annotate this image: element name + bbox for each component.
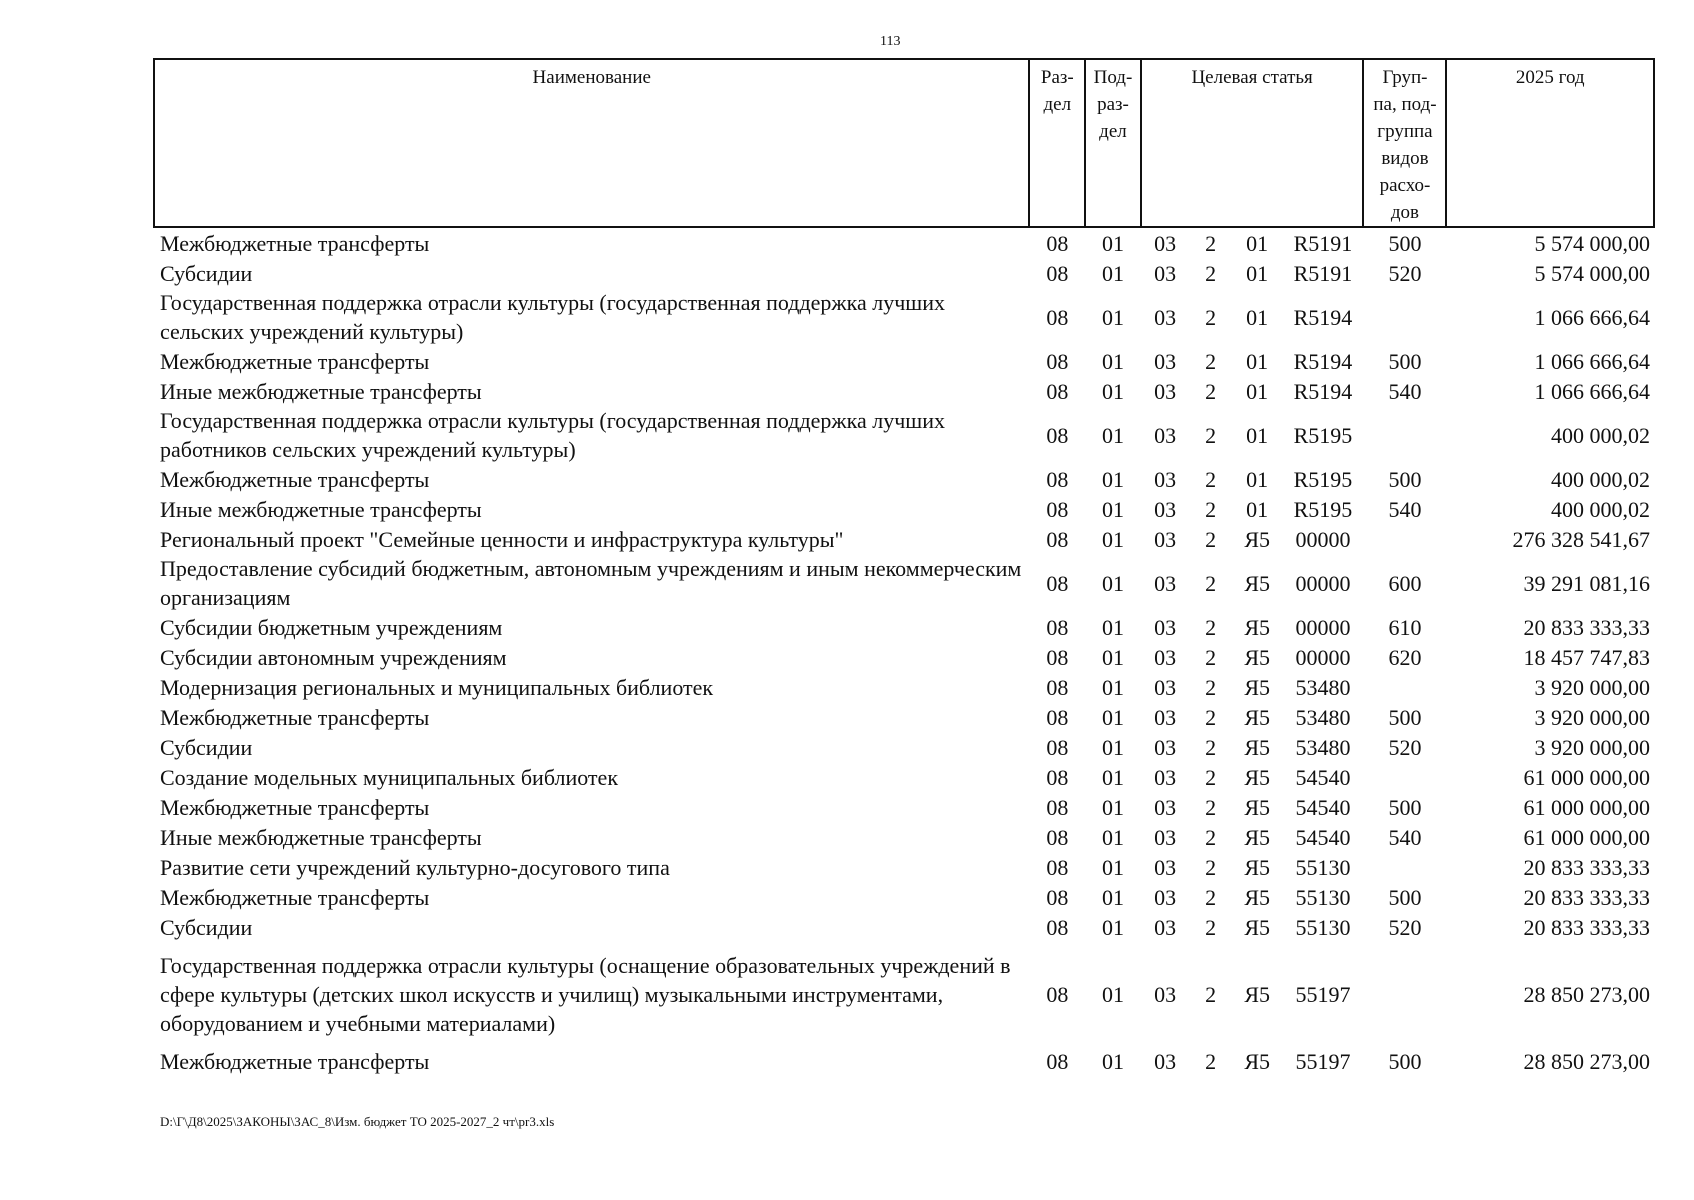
row-name: Межбюджетные трансферты: [160, 466, 430, 492]
row-name: Субсидии автономным учреждениям: [160, 644, 507, 670]
row-target-direction: Я5: [1244, 884, 1271, 910]
row-target-program: 03: [1154, 1048, 1177, 1074]
row-target-program: 03: [1154, 348, 1177, 374]
row-subsection: 01: [1101, 794, 1124, 820]
row-target-subprogram: 2: [1205, 854, 1217, 880]
row-target-subprogram: 2: [1205, 914, 1217, 940]
row-subsection: 01: [1101, 1048, 1124, 1074]
table-row: [154, 672, 1654, 702]
row-target-subprogram: 2: [1205, 794, 1217, 820]
row-target-direction: Я5: [1244, 914, 1271, 940]
row-subsection: 01: [1101, 614, 1124, 640]
row-target-direction: Я5: [1244, 674, 1271, 700]
row-target-subprogram: 2: [1205, 704, 1217, 730]
row-name: Субсидии: [160, 914, 253, 940]
row-section: 08: [1046, 422, 1069, 448]
table-row: [154, 494, 1654, 524]
row-name: Межбюджетные трансферты: [160, 884, 430, 910]
row-expense-group: 500: [1388, 884, 1422, 910]
row-amount: 3 920 000,00: [1534, 674, 1650, 700]
row-name: Развитие сети учреждений культурно-досугового типа: [160, 854, 670, 880]
row-target-subprogram: 2: [1205, 644, 1217, 670]
row-target-subprogram: 2: [1205, 884, 1217, 910]
row-target-program: 03: [1154, 422, 1177, 448]
row-expense-group: [1363, 406, 1446, 464]
row-amount: 61 000 000,00: [1523, 824, 1650, 850]
row-name: Предоставление субсидий бюджетным, автономным учреждениям и иным некоммерческим организациям: [160, 556, 1022, 610]
row-amount: 61 000 000,00: [1523, 794, 1650, 820]
row-subsection: 01: [1101, 466, 1124, 492]
row-target-code: R5195: [1293, 466, 1353, 492]
row-target-program: 03: [1154, 674, 1177, 700]
row-section: 08: [1046, 378, 1069, 404]
row-section: 08: [1046, 466, 1069, 492]
row-section: 08: [1046, 854, 1069, 880]
row-target-subprogram: 2: [1205, 260, 1217, 286]
row-section: 08: [1046, 914, 1069, 940]
row-subsection: 01: [1101, 496, 1124, 522]
row-name: Создание модельных муниципальных библиотек: [160, 764, 619, 790]
row-target-code: 00000: [1295, 644, 1351, 670]
row-target-subprogram: 2: [1205, 824, 1217, 850]
row-target-code: R5195: [1293, 496, 1353, 522]
row-target-direction: Я5: [1244, 570, 1271, 596]
row-target-direction: Я5: [1244, 794, 1271, 820]
row-amount: 276 328 541,67: [1512, 526, 1650, 552]
row-target-subprogram: 2: [1205, 304, 1217, 330]
row-target-code: 53480: [1295, 674, 1351, 700]
row-expense-group: [1363, 942, 1446, 1046]
row-target-direction: 01: [1246, 230, 1269, 256]
row-target-direction: 01: [1246, 260, 1269, 286]
row-name: Иные межбюджетные трансферты: [160, 496, 482, 522]
row-expense-group: 540: [1388, 496, 1422, 522]
row-target-direction: 01: [1246, 496, 1269, 522]
row-target-program: 03: [1154, 570, 1177, 596]
row-section: 08: [1046, 570, 1069, 596]
row-expense-group: 620: [1388, 644, 1422, 670]
row-target-program: 03: [1154, 644, 1177, 670]
row-target-program: 03: [1154, 304, 1177, 330]
row-target-program: 03: [1154, 914, 1177, 940]
row-target-direction: Я5: [1244, 1048, 1271, 1074]
row-subsection: 01: [1101, 981, 1124, 1007]
row-expense-group: [1363, 672, 1446, 702]
row-target-code: R5191: [1293, 260, 1353, 286]
row-name: Межбюджетные трансферты: [160, 704, 430, 730]
table-row: [154, 376, 1654, 406]
row-target-code: 55197: [1295, 981, 1351, 1007]
table-row: [154, 524, 1654, 554]
row-target-code: 00000: [1295, 526, 1351, 552]
row-target-direction: Я5: [1244, 644, 1271, 670]
table-row: [154, 612, 1654, 642]
row-target-program: 03: [1154, 526, 1177, 552]
row-target-subprogram: 2: [1205, 764, 1217, 790]
row-target-subprogram: 2: [1205, 348, 1217, 374]
row-amount: 3 920 000,00: [1534, 734, 1650, 760]
budget-table: [153, 58, 1655, 1076]
row-subsection: 01: [1101, 304, 1124, 330]
table-row: [154, 762, 1654, 792]
row-target-program: 03: [1154, 734, 1177, 760]
row-expense-group: [1363, 524, 1446, 554]
row-target-program: 03: [1154, 794, 1177, 820]
row-target-direction: 01: [1246, 348, 1269, 374]
row-expense-group: 500: [1388, 230, 1422, 256]
row-target-direction: 01: [1246, 304, 1269, 330]
row-subsection: 01: [1101, 526, 1124, 552]
row-expense-group: 500: [1388, 348, 1422, 374]
row-target-direction: 01: [1246, 422, 1269, 448]
row-section: 08: [1046, 526, 1069, 552]
row-target-code: 54540: [1295, 794, 1351, 820]
table-row: [154, 942, 1654, 1046]
table-header: [154, 59, 1654, 227]
row-target-subprogram: 2: [1205, 734, 1217, 760]
table-row: [154, 852, 1654, 882]
row-section: 08: [1046, 496, 1069, 522]
table-row: [154, 406, 1654, 464]
table-row: [154, 732, 1654, 762]
table-row: [154, 464, 1654, 494]
row-section: 08: [1046, 734, 1069, 760]
row-target-direction: Я5: [1244, 824, 1271, 850]
row-name: Государственная поддержка отрасли культуры (оснащение образовательных учреждений в сфере культуры (детских школ искусств и училищ) музыкальными инструментами, оборудованием и учебными материалами): [160, 952, 1011, 1036]
row-expense-group: 520: [1388, 914, 1422, 940]
row-expense-group: 600: [1388, 570, 1422, 596]
row-amount: 39 291 081,16: [1523, 570, 1650, 596]
row-target-direction: 01: [1246, 378, 1269, 404]
row-target-direction: Я5: [1244, 614, 1271, 640]
row-section: 08: [1046, 260, 1069, 286]
row-amount: 400 000,02: [1551, 496, 1650, 522]
row-target-subprogram: 2: [1205, 570, 1217, 596]
row-subsection: 01: [1101, 824, 1124, 850]
row-amount: 28 850 273,00: [1523, 981, 1650, 1007]
row-section: 08: [1046, 824, 1069, 850]
row-name: Субсидии: [160, 260, 253, 286]
row-name: Субсидии бюджетным учреждениям: [160, 614, 503, 640]
row-name: Государственная поддержка отрасли культуры (государственная поддержка лучших работников сельских учреждений культуры): [160, 408, 945, 462]
header-group: Груп- па, под- группа видов расхо- дов: [1363, 59, 1446, 227]
row-target-program: 03: [1154, 764, 1177, 790]
row-section: 08: [1046, 884, 1069, 910]
header-target: Целевая статья: [1141, 59, 1364, 227]
row-amount: 1 066 666,64: [1534, 348, 1650, 374]
table-body: [154, 227, 1654, 1076]
row-target-code: R5194: [1293, 304, 1353, 330]
row-subsection: 01: [1101, 854, 1124, 880]
row-target-code: 53480: [1295, 704, 1351, 730]
row-target-subprogram: 2: [1205, 1048, 1217, 1074]
row-subsection: 01: [1101, 422, 1124, 448]
table-row: [154, 822, 1654, 852]
row-amount: 20 833 333,33: [1523, 914, 1650, 940]
header-subsection: Под- раз- дел: [1085, 59, 1141, 227]
table-row: [154, 702, 1654, 732]
row-expense-group: 540: [1388, 824, 1422, 850]
row-subsection: 01: [1101, 914, 1124, 940]
row-target-program: 03: [1154, 260, 1177, 286]
row-target-code: 55130: [1295, 914, 1351, 940]
row-target-subprogram: 2: [1205, 230, 1217, 256]
row-expense-group: 520: [1388, 260, 1422, 286]
row-target-code: 00000: [1295, 614, 1351, 640]
row-target-subprogram: 2: [1205, 674, 1217, 700]
row-subsection: 01: [1101, 884, 1124, 910]
row-section: 08: [1046, 704, 1069, 730]
row-section: 08: [1046, 644, 1069, 670]
row-name: Межбюджетные трансферты: [160, 230, 430, 256]
row-target-direction: Я5: [1244, 704, 1271, 730]
row-amount: 20 833 333,33: [1523, 614, 1650, 640]
row-amount: 400 000,02: [1551, 422, 1650, 448]
row-section: 08: [1046, 304, 1069, 330]
page-number: 113: [880, 34, 901, 49]
row-name: Иные межбюджетные трансферты: [160, 378, 482, 404]
row-amount: 1 066 666,64: [1534, 378, 1650, 404]
row-target-program: 03: [1154, 981, 1177, 1007]
row-subsection: 01: [1101, 348, 1124, 374]
row-amount: 18 457 747,83: [1523, 644, 1650, 670]
row-target-direction: Я5: [1244, 854, 1271, 880]
row-expense-group: [1363, 762, 1446, 792]
row-target-subprogram: 2: [1205, 466, 1217, 492]
table-row: [154, 882, 1654, 912]
row-target-code: R5194: [1293, 348, 1353, 374]
row-subsection: 01: [1101, 704, 1124, 730]
table-row: [154, 1046, 1654, 1076]
row-target-program: 03: [1154, 230, 1177, 256]
row-target-subprogram: 2: [1205, 422, 1217, 448]
row-target-subprogram: 2: [1205, 981, 1217, 1007]
row-section: 08: [1046, 230, 1069, 256]
row-subsection: 01: [1101, 764, 1124, 790]
row-target-code: 54540: [1295, 824, 1351, 850]
row-section: 08: [1046, 614, 1069, 640]
row-name: Межбюджетные трансферты: [160, 1048, 430, 1074]
row-target-program: 03: [1154, 824, 1177, 850]
header-year: 2025 год: [1446, 59, 1654, 227]
row-expense-group: 500: [1388, 794, 1422, 820]
row-name: Модернизация региональных и муниципальных библиотек: [160, 674, 714, 700]
table-row: [154, 792, 1654, 822]
row-amount: 20 833 333,33: [1523, 854, 1650, 880]
row-target-program: 03: [1154, 496, 1177, 522]
row-target-subprogram: 2: [1205, 496, 1217, 522]
row-target-subprogram: 2: [1205, 378, 1217, 404]
row-name: Межбюджетные трансферты: [160, 348, 430, 374]
row-name: Иные межбюджетные трансферты: [160, 824, 482, 850]
row-target-subprogram: 2: [1205, 614, 1217, 640]
row-subsection: 01: [1101, 570, 1124, 596]
row-expense-group: 500: [1388, 1048, 1422, 1074]
row-target-code: 54540: [1295, 764, 1351, 790]
row-amount: 5 574 000,00: [1534, 260, 1650, 286]
row-subsection: 01: [1101, 674, 1124, 700]
budget-table-sheet: [153, 58, 1655, 1076]
row-section: 08: [1046, 794, 1069, 820]
row-target-code: R5191: [1293, 230, 1353, 256]
table-row: [154, 346, 1654, 376]
table-row: [154, 912, 1654, 942]
row-amount: 400 000,02: [1551, 466, 1650, 492]
row-target-code: 55130: [1295, 854, 1351, 880]
table-row: [154, 554, 1654, 612]
row-target-code: R5194: [1293, 378, 1353, 404]
row-target-subprogram: 2: [1205, 526, 1217, 552]
row-target-direction: Я5: [1244, 764, 1271, 790]
row-target-code: 00000: [1295, 570, 1351, 596]
header-section: Раз- дел: [1029, 59, 1085, 227]
row-target-program: 03: [1154, 466, 1177, 492]
table-row: [154, 258, 1654, 288]
row-target-program: 03: [1154, 704, 1177, 730]
row-amount: 5 574 000,00: [1534, 230, 1650, 256]
row-target-code: 53480: [1295, 734, 1351, 760]
row-amount: 61 000 000,00: [1523, 764, 1650, 790]
row-subsection: 01: [1101, 644, 1124, 670]
row-expense-group: 500: [1388, 466, 1422, 492]
header-name: Наименование: [154, 59, 1029, 227]
row-subsection: 01: [1101, 260, 1124, 286]
row-expense-group: 520: [1388, 734, 1422, 760]
row-name: Межбюджетные трансферты: [160, 794, 430, 820]
row-section: 08: [1046, 674, 1069, 700]
row-section: 08: [1046, 348, 1069, 374]
row-target-program: 03: [1154, 854, 1177, 880]
row-target-code: R5195: [1293, 422, 1353, 448]
row-target-program: 03: [1154, 378, 1177, 404]
row-amount: 1 066 666,64: [1534, 304, 1650, 330]
row-section: 08: [1046, 764, 1069, 790]
row-section: 08: [1046, 1048, 1069, 1074]
footer-file-path: D:\Г\Д8\2025\ЗАКОНЫ\ЗАС_8\Изм. бюджет ТО 2025-2027_2 чт\pr3.xls: [160, 1114, 555, 1129]
row-name: Субсидии: [160, 734, 253, 760]
table-row: [154, 288, 1654, 346]
row-amount: 20 833 333,33: [1523, 884, 1650, 910]
row-target-direction: Я5: [1244, 981, 1271, 1007]
row-expense-group: 500: [1388, 704, 1422, 730]
table-row: [154, 227, 1654, 258]
row-expense-group: [1363, 288, 1446, 346]
row-target-code: 55197: [1295, 1048, 1351, 1074]
row-amount: 28 850 273,00: [1523, 1048, 1650, 1074]
row-section: 08: [1046, 981, 1069, 1007]
row-target-program: 03: [1154, 614, 1177, 640]
row-name: Государственная поддержка отрасли культуры (государственная поддержка лучших сельских учреждений культуры): [160, 290, 945, 344]
row-target-direction: Я5: [1244, 526, 1271, 552]
row-amount: 3 920 000,00: [1534, 704, 1650, 730]
row-name: Региональный проект "Семейные ценности и инфраструктура культуры": [160, 526, 844, 552]
row-target-code: 55130: [1295, 884, 1351, 910]
row-subsection: 01: [1101, 734, 1124, 760]
row-expense-group: 540: [1388, 378, 1422, 404]
row-subsection: 01: [1101, 378, 1124, 404]
row-target-program: 03: [1154, 884, 1177, 910]
row-expense-group: 610: [1388, 614, 1422, 640]
row-subsection: 01: [1101, 230, 1124, 256]
row-target-direction: 01: [1246, 466, 1269, 492]
table-row: [154, 642, 1654, 672]
row-target-direction: Я5: [1244, 734, 1271, 760]
row-expense-group: [1363, 852, 1446, 882]
